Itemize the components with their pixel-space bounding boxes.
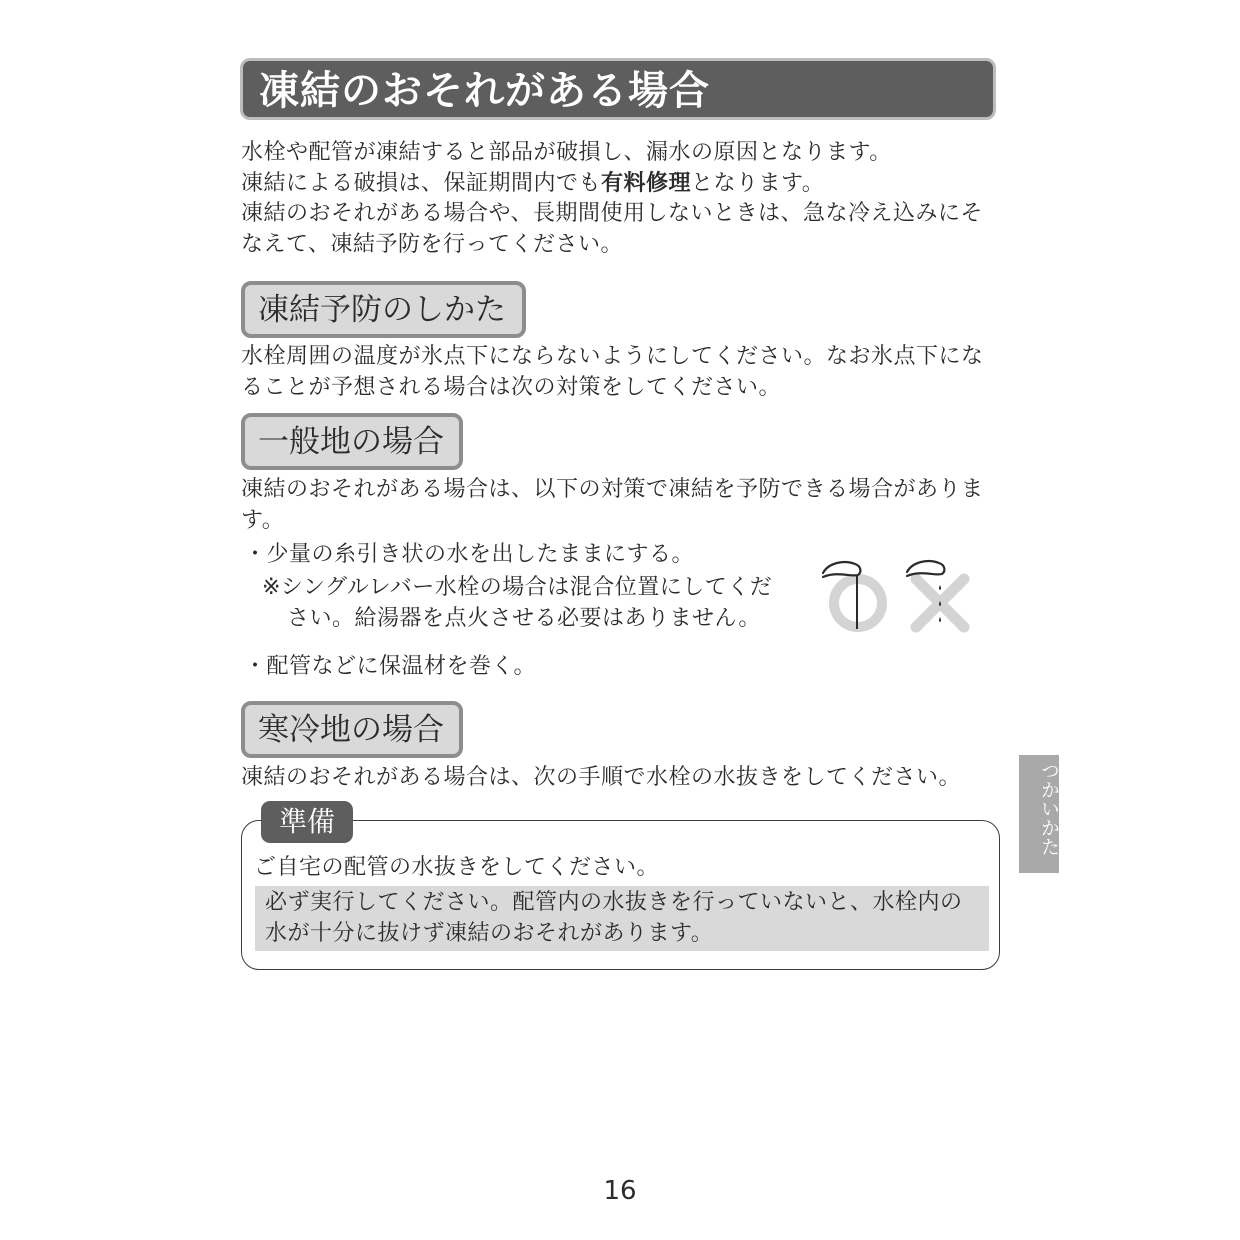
general-heading-box — [241, 413, 463, 470]
prevention-line-1: 水栓周囲の温度が氷点下にならないようにしてください。なお氷点下にな — [241, 344, 984, 369]
cross-ng-icon — [900, 553, 980, 635]
paid-repair-emphasis: 有料修理 — [601, 170, 692, 196]
prevention-heading-box — [241, 281, 526, 338]
cold-heading-box — [241, 701, 463, 758]
intro-line-4: なえて、凍結予防を行ってください。 — [241, 231, 624, 257]
bullet-insulate-pipes: ・配管などに保温材を巻く。 — [244, 654, 537, 679]
cold-line: 凍結のおそれがある場合は、次の手順で水栓の水抜きをしてください。 — [241, 765, 962, 790]
side-tab-label: つかいかた — [1038, 761, 1060, 856]
intro-line-3: 凍結のおそれがある場合や、長期間使用しないときは、急な冷え込みにそ — [241, 201, 984, 226]
note-single-lever-line-1: ※シングルレバー水栓の場合は混合位置にしてくだ — [262, 575, 773, 600]
general-heading: 一般地の場合 — [258, 424, 444, 460]
intro-paragraph — [241, 138, 983, 260]
prevention-paragraph — [241, 342, 984, 403]
side-tab-usage — [1019, 755, 1059, 873]
page-title-bar — [240, 58, 996, 120]
bullet-keep-water-running: ・少量の糸引き状の水を出したままにする。 — [244, 542, 695, 567]
water-drop-icon — [939, 585, 941, 590]
note-single-lever-line-2: さい。給湯器を点火させる必要はありません。 — [287, 606, 761, 631]
water-drop-icon — [939, 617, 941, 622]
general-line-2: す。 — [241, 507, 285, 533]
cold-heading: 寒冷地の場合 — [258, 712, 444, 748]
intro-line-2-end: となります。 — [691, 170, 825, 196]
circle-ok-icon — [815, 553, 895, 635]
prevention-line-2: ることが予想される場合は次の対策をしてください。 — [241, 374, 782, 400]
preparation-tag-label: 準備 — [278, 805, 335, 838]
general-line-1: 凍結のおそれがある場合は、以下の対策で凍結を予防できる場合がありま — [241, 477, 984, 502]
prevention-heading: 凍結予防のしかた — [258, 292, 506, 328]
intro-line-1: 水栓や配管が凍結すると部品が破損し、漏水の原因となります。 — [241, 140, 892, 165]
page-title: 凍結のおそれがある場合 — [259, 68, 710, 114]
general-paragraph — [241, 475, 984, 536]
preparation-line: ご自宅の配管の水抜きをしてください。 — [254, 855, 660, 880]
preparation-warning — [265, 888, 963, 949]
preparation-tag — [261, 801, 353, 843]
intro-line-2 — [241, 169, 983, 200]
warning-line-2: 水が十分に抜けず凍結のおそれがあります。 — [265, 920, 714, 946]
page-number: 16 — [603, 1176, 637, 1206]
warning-line-1: 必ず実行してください。配管内の水抜きを行っていないと、水栓内の — [265, 890, 963, 915]
intro-line-2-start: 凍結による破損は、保証期間内でも — [241, 170, 602, 196]
